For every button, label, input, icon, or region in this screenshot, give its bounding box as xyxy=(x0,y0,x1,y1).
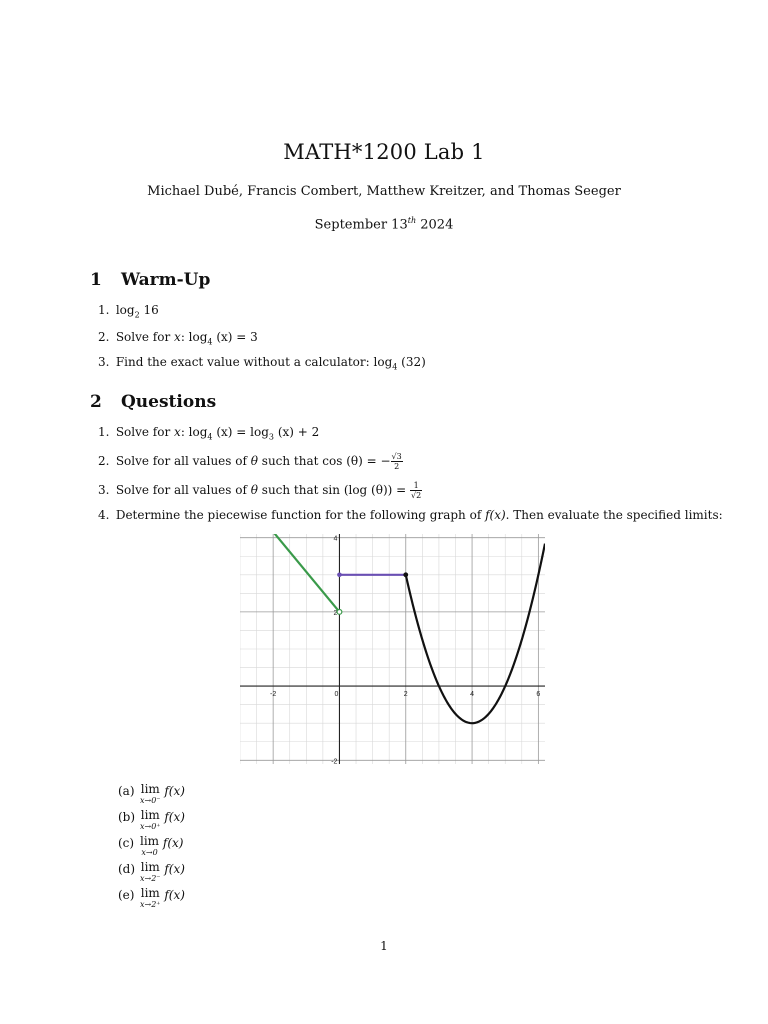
lim-word: lim xyxy=(140,886,160,900)
limit-expression: f(x) xyxy=(159,836,184,850)
item-text: Solve for xyxy=(115,425,175,439)
limit-expression: f(x) xyxy=(160,888,185,902)
question-2 xyxy=(98,452,403,471)
question-3 xyxy=(98,481,422,500)
item-index: 1. xyxy=(98,303,110,317)
section-heading-questions xyxy=(90,392,216,412)
item-colon: : xyxy=(180,425,189,439)
log-base: 4 xyxy=(207,337,213,347)
item-var: x xyxy=(174,330,181,344)
limit-c xyxy=(118,836,183,858)
log-word: log xyxy=(373,355,393,369)
warmup-item-2 xyxy=(98,330,258,346)
piecewise-function-graph xyxy=(240,534,545,764)
minor-grid xyxy=(240,534,545,764)
graph-curves xyxy=(257,534,545,723)
y-tick-label: 2 xyxy=(333,609,338,617)
question-4 xyxy=(98,508,723,522)
theta-symbol: θ xyxy=(250,483,258,497)
item-text-2: such that cos (θ) = − xyxy=(257,454,391,468)
item-colon: : xyxy=(180,330,189,344)
log-base: 2 xyxy=(134,310,140,320)
item-index: 2. xyxy=(98,330,110,344)
warmup-item-1 xyxy=(98,303,159,319)
x-tick-label: -2 xyxy=(270,691,277,699)
section-number: 2 xyxy=(90,392,102,412)
item-text-2: such that sin (log (θ)) = xyxy=(257,483,411,497)
lim-subscript: x→2⁻ xyxy=(140,874,161,883)
equation-middle: (x) = xyxy=(212,425,251,439)
function-symbol: f(x) xyxy=(485,508,506,522)
limit-label: (a) xyxy=(118,784,135,798)
section-title-text: Questions xyxy=(121,392,217,412)
closed-point-marker xyxy=(403,572,408,577)
lim-word: lim xyxy=(140,834,160,848)
lim-word: lim xyxy=(140,860,160,874)
log-base: 3 xyxy=(268,432,274,442)
lim-subscript: x→0⁻ xyxy=(140,796,161,805)
limit-operator xyxy=(140,784,161,806)
item-index: 3. xyxy=(98,355,110,369)
item-var: x xyxy=(174,425,181,439)
log-word: log xyxy=(115,303,135,317)
document-authors: Michael Dubé, Francis Combert, Matthew Kreitzer, and Thomas Seeger xyxy=(147,184,621,199)
lim-subscript: x→0 xyxy=(141,848,158,857)
limit-expression: f(x) xyxy=(160,810,185,824)
item-index: 4. xyxy=(98,508,110,522)
limit-operator xyxy=(140,810,161,832)
limit-expression: f(x) xyxy=(160,862,185,876)
log-word: log xyxy=(188,425,208,439)
limit-b xyxy=(118,810,185,832)
fraction xyxy=(391,452,403,471)
x-tick-label: 6 xyxy=(536,691,541,699)
question-1 xyxy=(98,425,319,441)
limit-e xyxy=(118,888,185,910)
section-title-text: Warm-Up xyxy=(121,270,211,290)
y-tick-labels xyxy=(331,536,337,764)
limit-label: (b) xyxy=(118,810,136,824)
x-tick-label: 2 xyxy=(403,691,408,699)
linear-segment xyxy=(257,534,340,612)
limit-operator xyxy=(140,836,159,858)
fraction-numerator: √3 xyxy=(391,452,402,461)
limit-operator xyxy=(140,888,161,910)
log-arg: (32) xyxy=(397,355,426,369)
item-text: Solve for xyxy=(115,330,175,344)
fraction-denominator: √2 xyxy=(411,491,422,500)
fraction-numerator: 1 xyxy=(410,481,422,491)
item-index: 1. xyxy=(98,425,110,439)
parabola-curve xyxy=(403,544,545,724)
y-tick-label: -2 xyxy=(331,758,338,764)
item-text: Find the exact value without a calculator: xyxy=(115,355,374,369)
item-text-2: . Then evaluate the specified limits: xyxy=(505,508,723,522)
log-word: log xyxy=(188,330,208,344)
item-text: Solve for all values of xyxy=(115,483,251,497)
lim-word: lim xyxy=(140,782,160,796)
open-point-marker xyxy=(337,610,342,615)
document-title: MATH*1200 Lab 1 xyxy=(283,140,485,164)
x-tick-label: 0 xyxy=(334,691,339,699)
item-index: 3. xyxy=(98,483,110,497)
log-base: 4 xyxy=(207,432,213,442)
y-tick-label: 4 xyxy=(333,535,338,543)
section-number: 1 xyxy=(90,270,102,290)
limit-label: (c) xyxy=(118,836,135,850)
section-heading-warmup xyxy=(90,270,210,290)
limit-d xyxy=(118,862,185,884)
lim-subscript: x→2⁺ xyxy=(140,900,161,909)
warmup-item-3 xyxy=(98,355,426,371)
limit-expression: f(x) xyxy=(160,784,185,798)
date-month-day: September 13 xyxy=(314,217,408,233)
log-word: log xyxy=(250,425,269,439)
limit-label: (d) xyxy=(118,862,136,876)
item-text: Determine the piecewise function for the following graph of xyxy=(115,508,486,522)
item-index: 2. xyxy=(98,454,110,468)
lim-word: lim xyxy=(140,808,160,822)
date-year: 2024 xyxy=(420,217,454,233)
log-base: 4 xyxy=(392,362,398,372)
theta-symbol: θ xyxy=(250,454,258,468)
log-arg: 16 xyxy=(139,303,159,317)
limit-operator xyxy=(140,862,161,884)
closed-point-marker xyxy=(337,573,342,578)
limit-label: (e) xyxy=(118,888,135,902)
equation-end: (x) + 2 xyxy=(274,425,320,439)
limit-a xyxy=(118,784,185,806)
log-arg: (x) = 3 xyxy=(212,330,258,344)
lim-subscript: x→0⁺ xyxy=(140,822,161,831)
fraction xyxy=(410,481,422,500)
date-ordinal: th xyxy=(407,216,417,225)
page-number: 1 xyxy=(380,939,388,953)
item-text: Solve for all values of xyxy=(115,454,251,468)
document-date xyxy=(0,216,768,232)
x-tick-label: 4 xyxy=(470,691,475,699)
fraction-denominator: 2 xyxy=(394,462,400,471)
